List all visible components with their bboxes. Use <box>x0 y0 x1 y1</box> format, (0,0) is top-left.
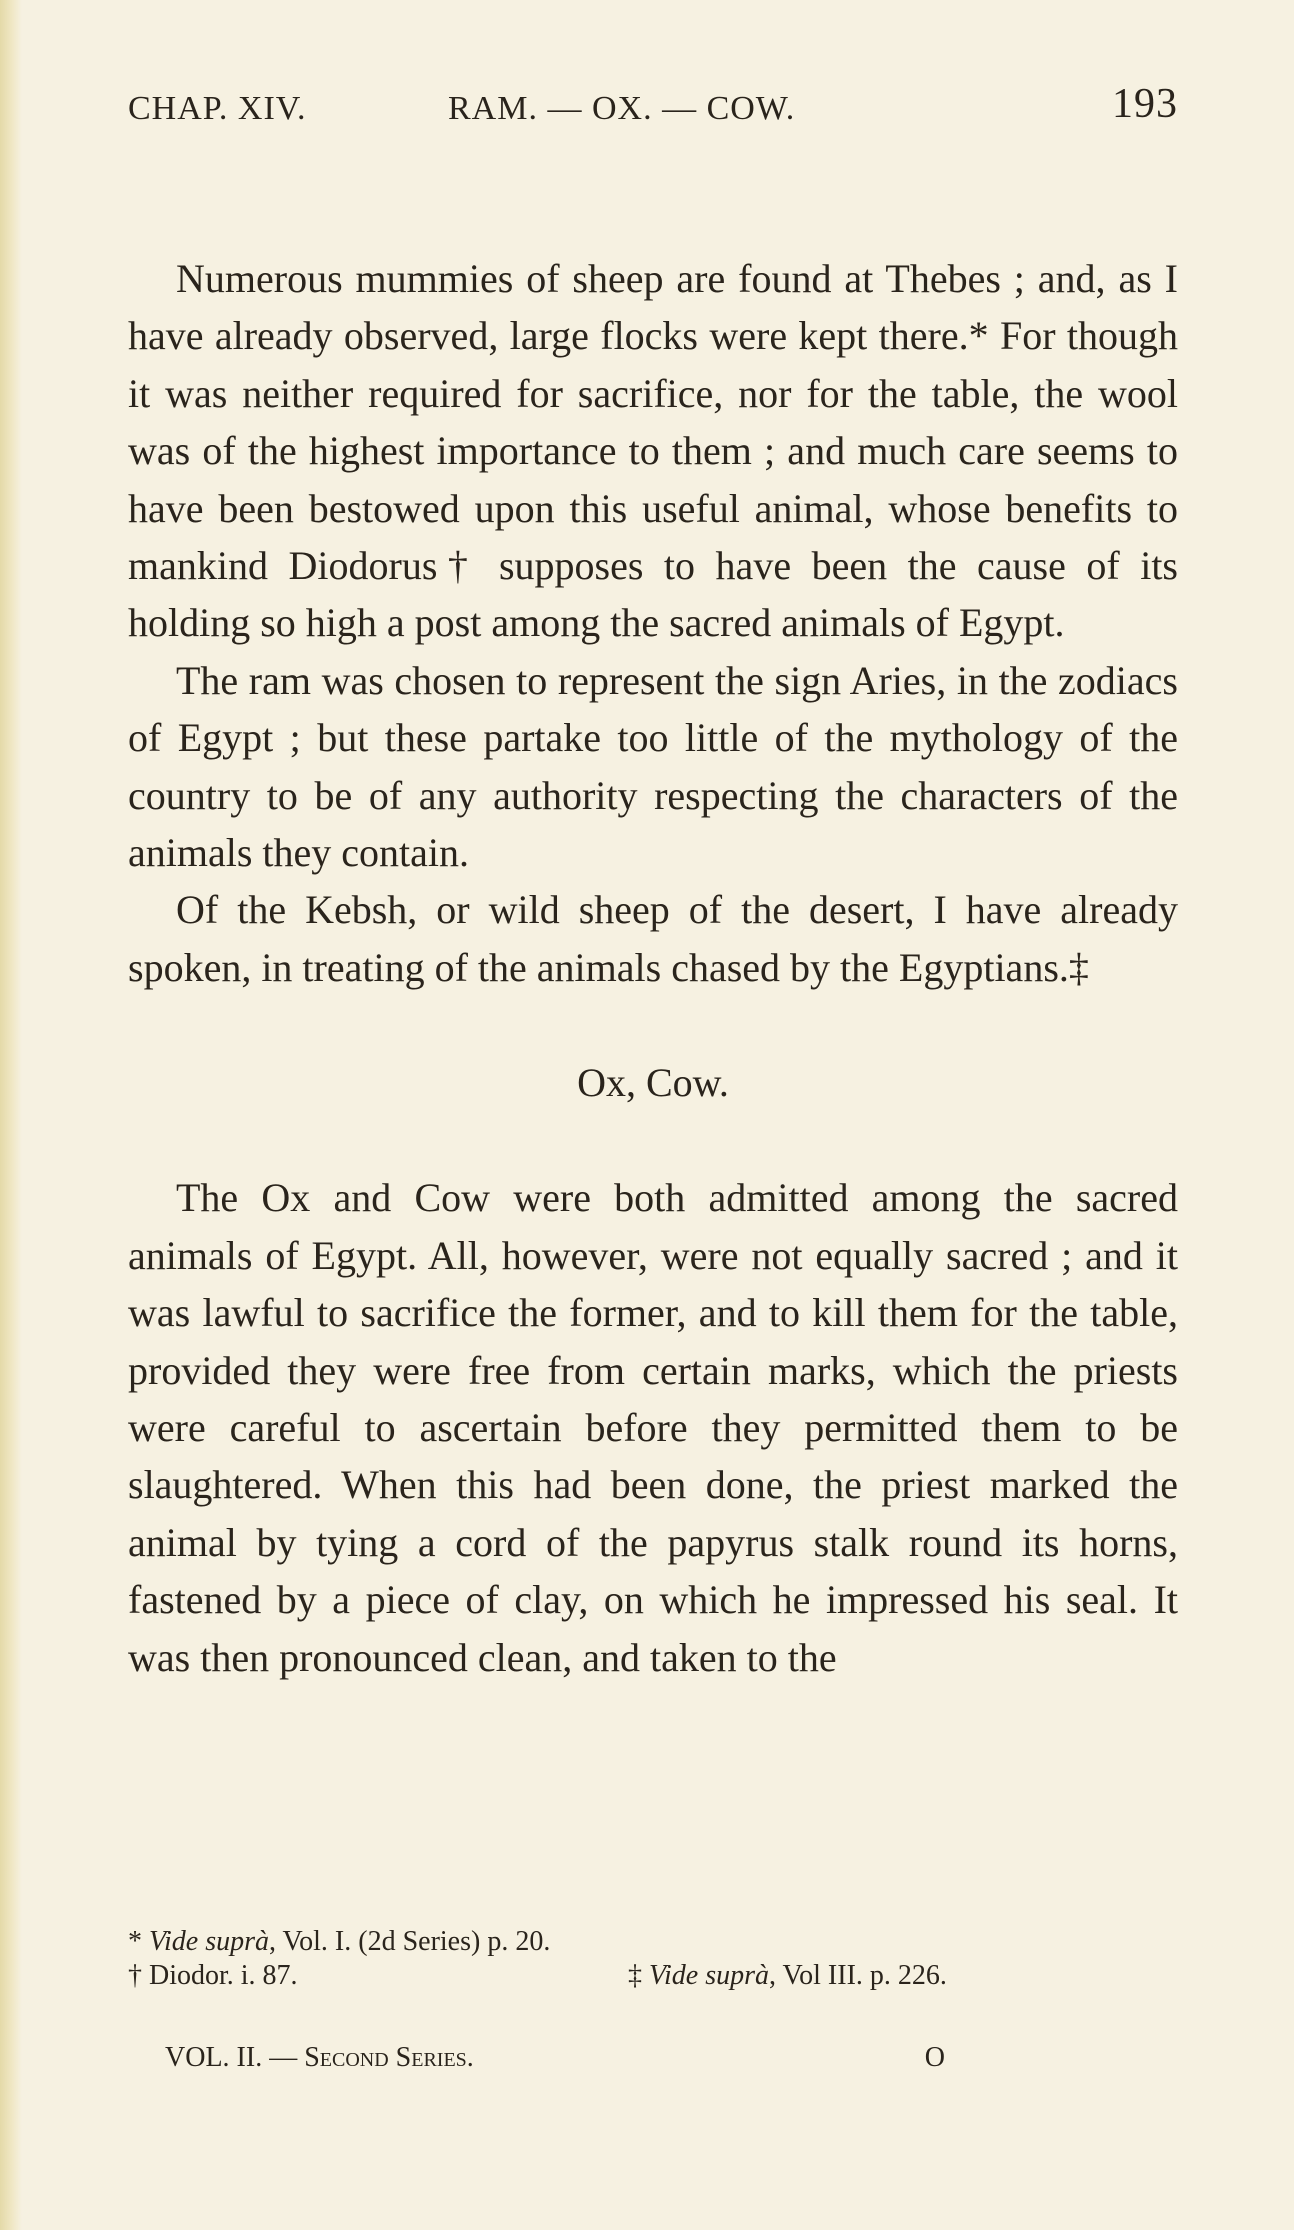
footnote-mark: ‡ <box>628 1960 642 1991</box>
footnote-text: , Vol III. p. 226. <box>769 1960 947 1991</box>
page-spine-shadow <box>0 0 22 2230</box>
footnote-row-1 <box>128 1925 1128 1959</box>
footnote-2 <box>128 1960 298 1991</box>
footnote-mark: † <box>128 1960 142 1991</box>
footnotes <box>128 1925 1128 1993</box>
footnote-mark: * <box>128 1926 142 1957</box>
footnote-row-2 <box>128 1959 1128 1993</box>
body-text <box>128 250 1178 1686</box>
paragraph-ram: The ram was chosen to represent the sign Aries, in the zodiacs of Egypt ; but these partake too little of the mythology of the country to be of any authority respecting the characters of the animals they contain. <box>128 657 1178 876</box>
signature-line <box>165 2042 945 2074</box>
paragraph-sheep: Numerous mummies of sheep are found at Thebes ; and, as I have already observed, large flocks were kept there.* For though it was neither required for sacrifice, nor for the table, the wool was of the highest importance to them ; and much care seems to have been bestowed upon this useful animal, whose benefits to mankind Diodorus† supposes to have been the cause of its holding so high a post among the sacred animals of Egypt. <box>128 256 1178 646</box>
footnote-ref: Vide suprà <box>649 1960 770 1991</box>
page-number: 193 <box>1112 81 1178 127</box>
running-head <box>128 80 1178 140</box>
volume-label: VOL. II. — <box>165 2042 305 2073</box>
footnote-text: Diodor. i. 87. <box>149 1960 298 1991</box>
footnote-3 <box>628 1959 947 1993</box>
section-heading: Ox, Cow. <box>577 1060 729 1106</box>
running-title: RAM. — OX. — COW. <box>448 90 796 127</box>
book-page <box>128 80 1178 1686</box>
chapter-label: CHAP. XIV. <box>128 90 307 127</box>
series-label: Second Series. <box>304 2042 474 2073</box>
paragraph-ox-cow: The Ox and Cow were both admitted among the sacred animals of Egypt. All, however, were not equally sacred ; and it was lawful to sacrifice the former, and to kill them for the table, provided they were free from certain marks, which the priests were careful to ascertain before they permitted them to be slaughtered. When this had been done, the priest marked the animal by tying a cord of the papyrus stalk round its horns, fastened by a piece of clay, on which he impressed his seal. It was then pronounced clean, and taken to the <box>128 1175 1178 1680</box>
signature-mark: O <box>924 2042 945 2073</box>
footnote-1 <box>128 1926 550 1957</box>
footnote-text: , Vol. I. (2d Series) p. 20. <box>269 1926 551 1957</box>
footnote-ref: Vide suprà <box>149 1926 270 1957</box>
paragraph-kebsh: Of the Kebsh, or wild sheep of the desert, I have already spoken, in treating of the animals chased by the Egyptians.‡ <box>128 887 1178 990</box>
